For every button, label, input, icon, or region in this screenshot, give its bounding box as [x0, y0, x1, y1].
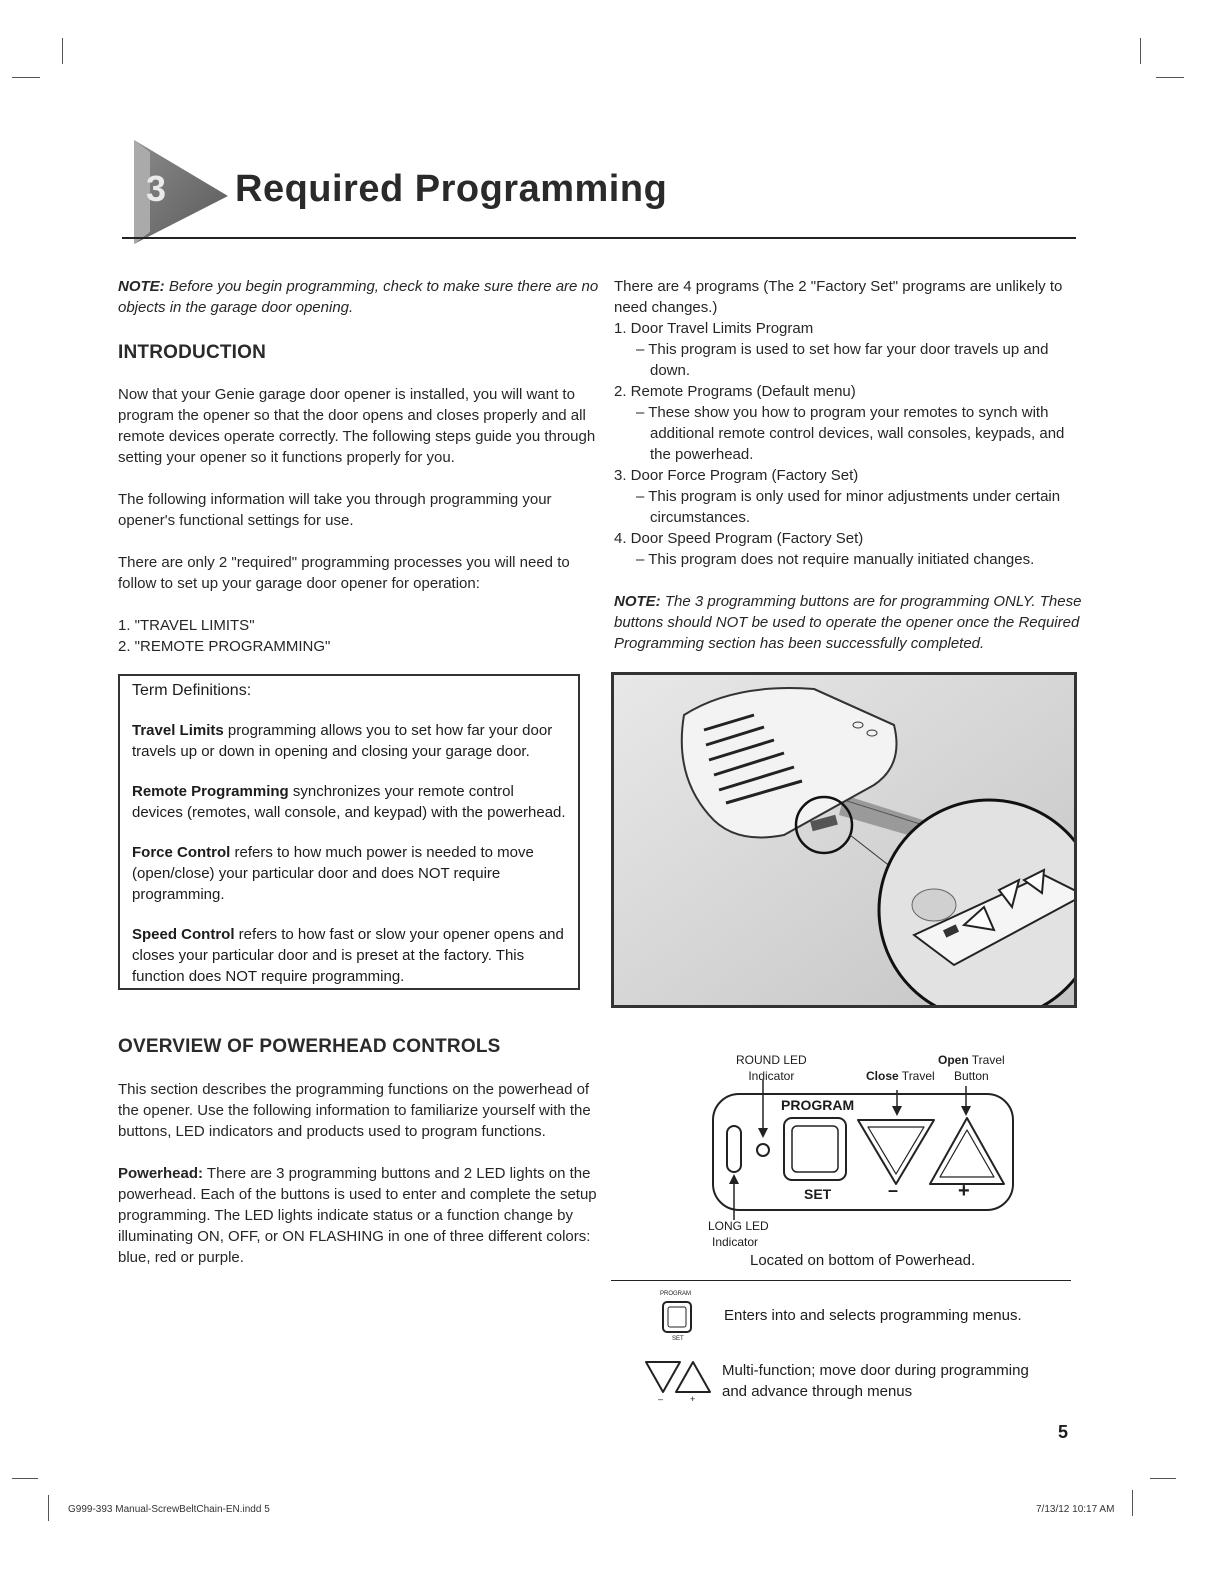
program-desc: – This program is only used for minor adjustments under certain circumstances.	[636, 488, 1061, 526]
crop-mark	[1140, 38, 1141, 64]
crop-mark	[1156, 77, 1184, 78]
term-travel-limits	[132, 720, 566, 762]
term-force-control	[132, 842, 566, 905]
minus-label: –	[888, 1180, 899, 1200]
powerhead-photo	[611, 672, 1077, 1008]
term-text: refers to how much power is needed to move (open/close) your particular door and does NOT require programming.	[132, 844, 534, 903]
legend-minus-small: –	[658, 1394, 664, 1404]
term-speed-control	[132, 924, 566, 987]
required-list	[118, 615, 606, 657]
crop-mark	[48, 1495, 49, 1521]
note-text: Before you begin programming, check to make sure there are no objects in the garage door opening.	[118, 278, 599, 316]
long-led-text: LONG LED	[708, 1219, 769, 1233]
powerhead-label: Powerhead:	[118, 1165, 204, 1182]
term-label: Force Control	[132, 844, 231, 861]
crop-mark	[12, 1478, 38, 1479]
footer-right: 7/13/12 10:17 AM	[1036, 1504, 1115, 1515]
open-rest: Travel	[968, 1053, 1005, 1067]
legend-item-arrows	[722, 1360, 1029, 1402]
program-title: 1. Door Travel Limits Program	[614, 320, 814, 337]
legend-item-arrows-line2: and advance through menus	[722, 1383, 913, 1400]
term-remote-programming	[132, 781, 566, 823]
term-text: programming allows you to set how far your door travels up or down in opening and closing your garage door.	[132, 722, 553, 760]
legend-set-small: SET	[672, 1336, 684, 1342]
close-bold: Close	[866, 1069, 899, 1083]
intro-paragraph-2: The following information will take you through programming your opener's functional settings for use.	[118, 491, 552, 529]
program-title: 4. Door Speed Program (Factory Set)	[614, 530, 864, 547]
right-column	[614, 276, 1084, 654]
arrow-buttons-icon	[644, 1358, 716, 1398]
intro-paragraph-3: There are only 2 "required" programming processes you will need to follow to set up your garage door opener for operation:	[118, 554, 570, 592]
program-title: 2. Remote Programs (Default menu)	[614, 383, 856, 400]
powerhead-illustration	[614, 675, 1074, 1005]
legend-program-small: PROGRAM	[660, 1291, 692, 1297]
page-number: 5	[1058, 1422, 1069, 1442]
powerhead-paragraph	[118, 1163, 598, 1268]
header-divider	[122, 237, 1076, 239]
legend-divider	[611, 1280, 1071, 1281]
controls-diagram	[708, 1080, 1020, 1220]
legend-item-arrows-line1: Multi-function; move door during programming	[722, 1362, 1029, 1379]
round-led-subtext: Indicator	[748, 1069, 795, 1083]
crop-mark	[1150, 1478, 1176, 1479]
program-desc: – This program does not require manually initiated changes.	[636, 551, 1035, 568]
programs-list	[614, 318, 1084, 570]
term-label: Remote Programming	[132, 783, 289, 800]
open-bold: Open	[938, 1053, 969, 1067]
crop-mark	[1132, 1490, 1133, 1516]
term-label: Travel Limits	[132, 722, 224, 739]
program-title: 3. Door Force Program (Factory Set)	[614, 467, 859, 484]
left-column	[118, 276, 606, 657]
intro-heading: INTRODUCTION	[118, 342, 267, 363]
term-label: Speed Control	[132, 926, 235, 943]
term-definitions-heading: Term Definitions:	[132, 682, 252, 699]
close-rest: Travel	[898, 1069, 935, 1083]
program-desc: – These show you how to program your remotes to synch with additional remote control devices, wall consoles, keypads, and the powerhead.	[636, 404, 1065, 463]
long-led-subtext: Indicator	[712, 1235, 759, 1249]
overview-paragraph: This section describes the programming functions on the powerhead of the opener. Use the following information to familiarize yourself with the buttons, LED indicators and products used to program functions.	[118, 1081, 591, 1140]
note-label: NOTE:	[118, 278, 165, 295]
note-text: The 3 programming buttons are for programming ONLY. These buttons should NOT be used to operate the opener once the Required Programming section has been successfully completed.	[614, 593, 1082, 652]
programs-intro: There are 4 programs (The 2 "Factory Set" programs are unlikely to need changes.)	[614, 278, 1063, 316]
list-item: 1. "TRAVEL LIMITS"	[118, 617, 255, 634]
overview-heading: OVERVIEW OF POWERHEAD CONTROLS	[118, 1036, 501, 1057]
note-label: NOTE:	[614, 593, 661, 610]
long-led-label	[708, 1218, 769, 1250]
open-button-text: Button	[953, 1069, 989, 1083]
page-title: Required Programming	[235, 168, 668, 210]
list-item: 2. "REMOTE PROGRAMMING"	[118, 638, 331, 655]
overview-section	[118, 1036, 598, 1268]
round-led-text: ROUND LED	[736, 1053, 807, 1067]
program-label: PROGRAM	[781, 1097, 855, 1113]
program-button-icon	[660, 1300, 696, 1336]
program-desc: – This program is used to set how far your door travels up and down.	[636, 341, 1049, 379]
powerhead-text: There are 3 programming buttons and 2 LED lights on the powerhead. Each of the buttons is used to enter and complete the setup programming. The LED lights indicate status or a function change by illuminating ON, OFF, or ON FLASHING in one of three different colors: blue, red or purple.	[118, 1165, 597, 1266]
term-text: synchronizes your remote control devices (remotes, wall console, and keypad) with the powerhead.	[132, 783, 566, 821]
footer-left: G999-393 Manual-ScrewBeltChain-EN.indd 5	[68, 1504, 270, 1515]
note-paragraph	[118, 276, 606, 318]
intro-paragraph-1: Now that your Genie garage door opener is installed, you will want to program the opener so that the door opens and closes properly and all remote devices operate correctly. The following steps guide you through setting your opener so it functions properly for you.	[118, 386, 596, 466]
diagram-caption: Located on bottom of Powerhead.	[750, 1252, 976, 1269]
legend-plus-small: +	[690, 1394, 696, 1404]
note-paragraph-right	[614, 591, 1084, 654]
legend-item-program: Enters into and selects programming menus.	[724, 1307, 1022, 1324]
term-definitions-box	[118, 674, 580, 990]
crop-mark	[62, 38, 63, 64]
chapter-number: 3	[146, 168, 167, 209]
plus-label: +	[958, 1180, 970, 1202]
set-label: SET	[804, 1186, 832, 1202]
crop-mark	[12, 77, 40, 78]
term-text: refers to how fast or slow your opener opens and closes your particular door and is preset at the factory. This function does NOT require programming.	[132, 926, 564, 985]
